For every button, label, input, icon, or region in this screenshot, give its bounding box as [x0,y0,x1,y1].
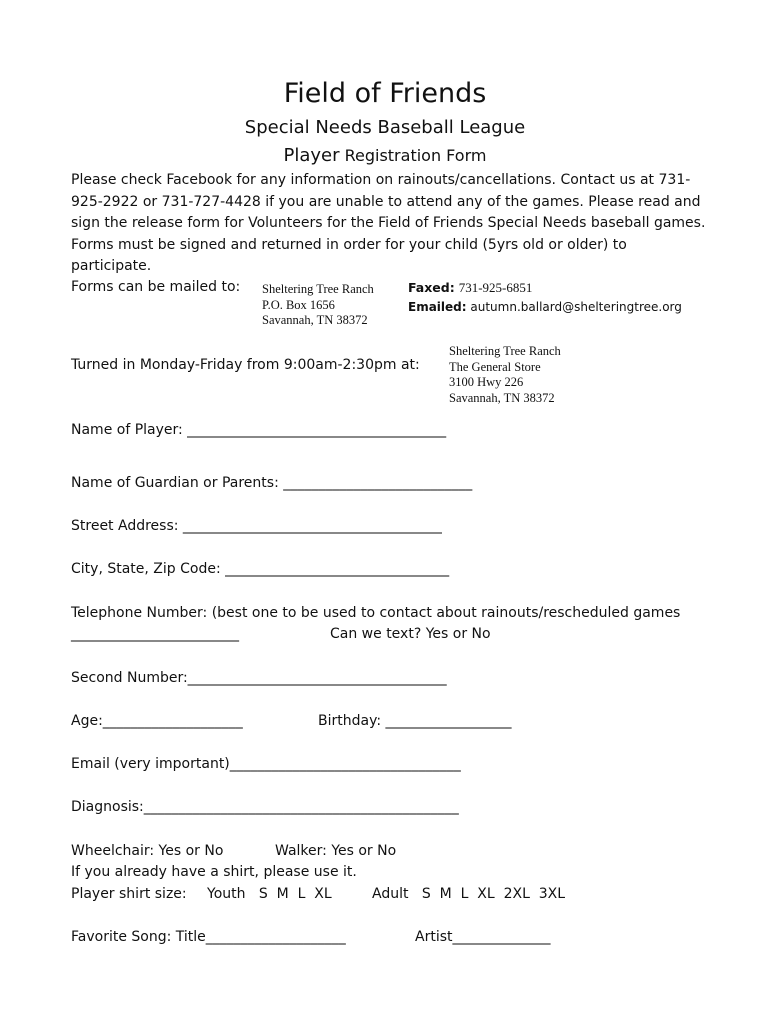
city-state-zip-field[interactable]: City, State, Zip Code: ________________________________ [71,561,450,577]
email-field[interactable]: Email (very important)_________________________________ [71,756,461,772]
mail-address-line: Sheltering Tree Ranch [262,282,374,296]
emailed-label: Emailed: [408,300,467,314]
turnin-address-line: Sheltering Tree Ranch [449,344,561,358]
second-number-field[interactable]: Second Number:_____________________________________ [71,670,447,686]
player-name-field[interactable]: Name of Player: _____________________________________ [71,422,447,438]
form-title [0,145,770,166]
shirt-note: If you already have a shirt, please use it. [71,864,357,880]
turnin-address-line: Savannah, TN 38372 [449,390,555,405]
birthday-field[interactable]: Birthday: __________________ [318,713,512,729]
age-field[interactable]: Age:____________________ [71,713,243,729]
mail-label: Forms can be mailed to: [71,279,241,295]
page-title: Field of Friends [283,78,487,109]
telephone-label: Telephone Number: (best one to be used to contact about rainouts/rescheduled games [71,605,681,621]
fax-label: Faxed: [408,280,455,295]
turnin-address-line: 3100 Hwy 226 [449,375,524,389]
adult-sizes[interactable]: Adult S M L XL 2XL 3XL [372,886,566,902]
emailed-line [408,300,682,314]
diagnosis-field[interactable]: Diagnosis:_____________________________________________ [71,799,459,815]
turnin-address [449,344,589,406]
telephone-field[interactable]: ________________________ [71,626,239,642]
mail-address [262,282,402,329]
emailed-address: autumn.ballard@shelteringtree.org [470,300,682,314]
wheelchair-question[interactable]: Wheelchair: Yes or No [71,843,224,859]
youth-sizes[interactable]: Youth S M L XL [207,886,332,902]
league-subtitle: Special Needs Baseball League [244,117,526,138]
mail-address-line: Savannah, TN 38372 [262,313,368,327]
form-title-player: Player [283,145,340,166]
turnin-label: Turned in Monday-Friday from 9:00am-2:30pm at: [71,357,420,373]
shirt-size-label: Player shirt size: [71,886,187,902]
can-text-question[interactable]: Can we text? Yes or No [330,626,491,642]
mail-address-line: P.O. Box 1656 [262,297,335,312]
fax-line [408,280,532,296]
turnin-address-line: The General Store [449,359,541,374]
guardian-name-field[interactable]: Name of Guardian or Parents: ___________________________ [71,475,473,491]
form-title-rest: Registration Form [339,146,487,165]
favorite-song-title-field[interactable]: Favorite Song: Title____________________ [71,929,346,945]
walker-question[interactable]: Walker: Yes or No [275,843,397,859]
fax-number: 731-925-6851 [458,280,533,295]
favorite-song-artist-field[interactable]: Artist______________ [415,929,551,945]
intro-paragraph: Please check Facebook for any information on rainouts/cancellations. Contact us at 731-925-2922 or 731-727-4428 if you are unable to attend any of the games. Please read and sign the release form for Volunteers for the Field of Friends Special Needs baseball games. Forms must be signed and returned in order for your child (5yrs old or older) to participate. [71,172,706,275]
street-address-field[interactable]: Street Address: _____________________________________ [71,518,442,534]
